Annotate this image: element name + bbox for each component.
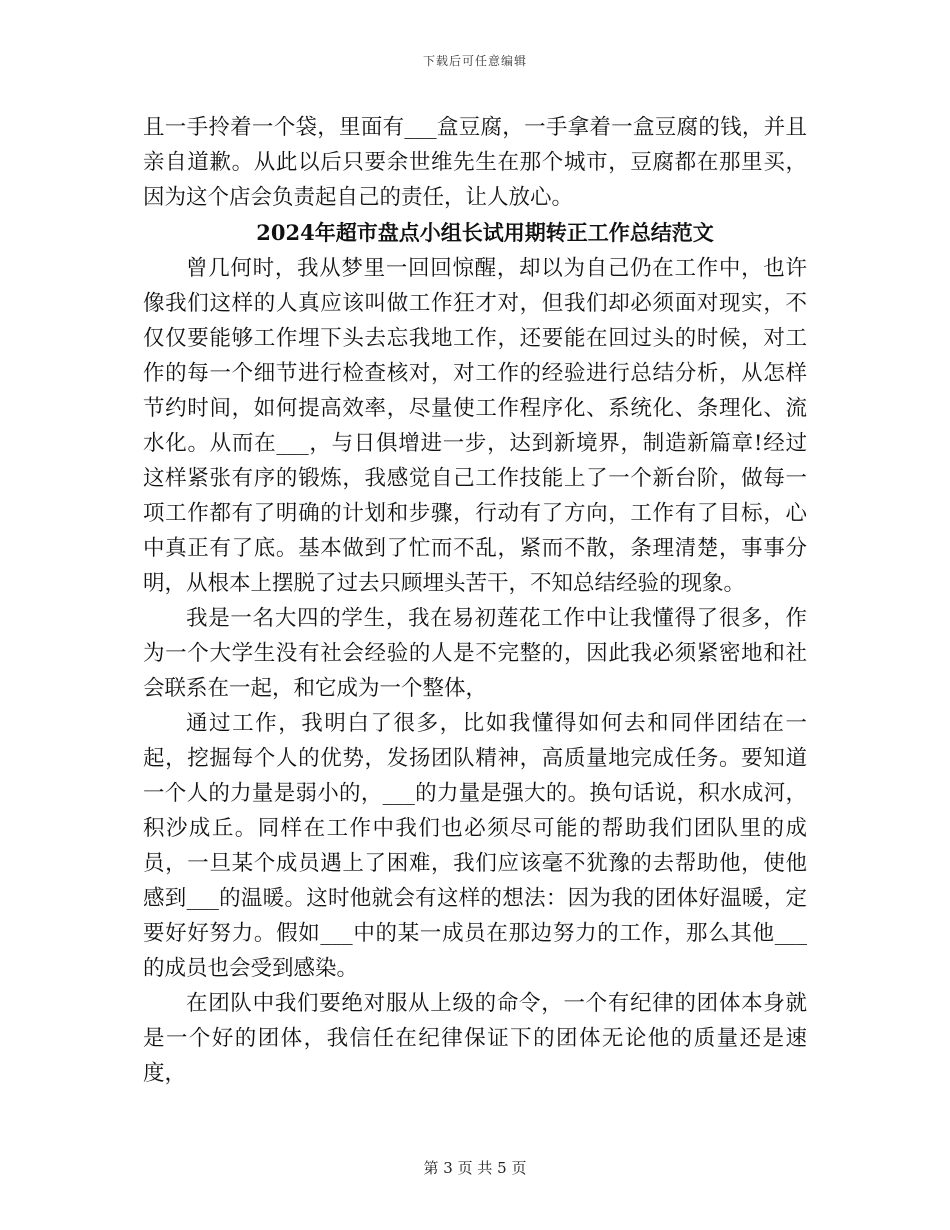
page-number-footer: 第 3 页 共 5 页 [423, 1159, 527, 1177]
body-paragraph-3: 通过工作，我明白了很多，比如我懂得如何去和同伴团结在一起，挖掘每个人的优势，发扬团队精神，高质量地完成任务。要知道一个人的力量是弱小的，___的力量是强大的。换句话说，积水成河，积沙成丘。同样在工作中我们也必须尽可能的帮助我们团队里的成员，一旦某个成员遇上了困难，我们应该毫不犹豫的去帮助他，使他感到___的温暖。这时他就会有这样的想法：因为我的团体好温暖，定要好好努力。假如___中的某一成员在那边努力的工作，那么其他___的成员也会受到感染。 [143, 711, 807, 981]
body-paragraph-4: 在团队中我们要绝对服从上级的命令，一个有纪律的团体本身就是一个好的团体，我信任在纪律保证下的团体无论他的质量还是速度， [143, 991, 807, 1086]
lead-paragraph: 且一手拎着一个袋，里面有___盒豆腐，一手拿着一盒豆腐的钱，并且亲自道歉。从此以后只要余世维先生在那个城市，豆腐都在那里买，因为这个店会负责起自己的责任，让人放心。 [143, 115, 807, 210]
document-title: 2024年超市盘点小组长试用期转正工作总结范文 [256, 220, 714, 245]
page-header-note: 下载后可任意编辑 [422, 54, 527, 68]
document-body [143, 110, 807, 1091]
body-paragraph-2: 我是一名大四的学生，我在易初莲花工作中让我懂得了很多，作为一个大学生没有社会经验的人是不完整的，因此我必须紧密地和社会联系在一起，和它成为一个整体， [143, 606, 807, 701]
body-paragraph-1: 曾几何时，我从梦里一回回惊醒，却以为自己仍在工作中，也许像我们这样的人真应该叫做工作狂才对，但我们却必须面对现实，不仅仅要能够工作埋下头去忘我地工作，还要能在回过头的时候，对工作的每一个细节进行检查核对，对工作的经验进行总结分析，从怎样节约时间，如何提高效率，尽量使工作程序化、系统化、条理化、流水化。从而在___，与日俱增进一步，达到新境界，制造新篇章!经过这样紧张有序的锻炼，我感觉自己工作技能上了一个新台阶，做每一项工作都有了明确的计划和步骤，行动有了方向，工作有了目标，心中真正有了底。基本做到了忙而不乱，紧而不散，条理清楚，事事分明，从根本上摆脱了过去只顾埋头苦干，不知总结经验的现象。 [143, 256, 807, 596]
